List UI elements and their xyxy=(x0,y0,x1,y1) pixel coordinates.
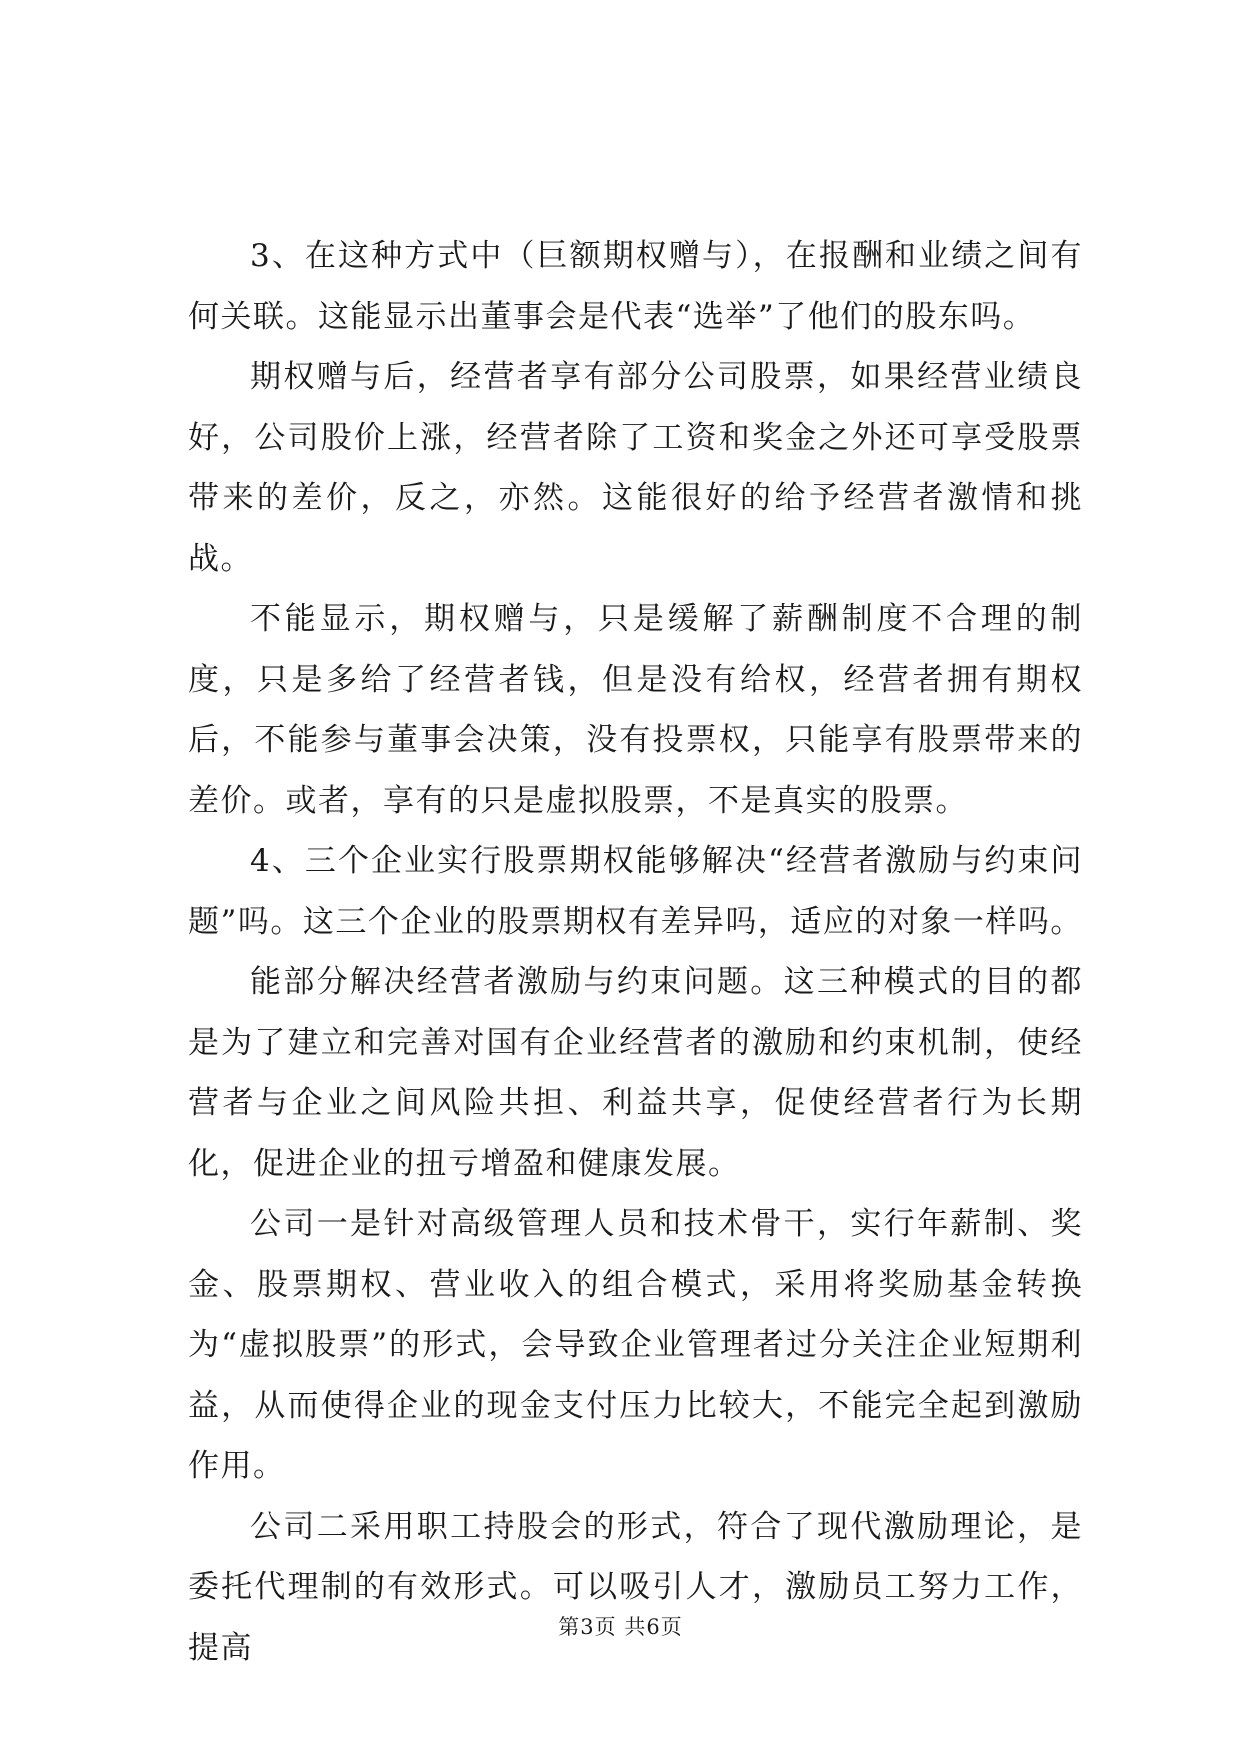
paragraph-question-4: 4、三个企业实行股票期权能够解决“经营者激励与约束问题”吗。这三个企业的股票期权有差异吗，适应的对象一样吗。 xyxy=(188,843,1083,940)
paragraph-company-two: 公司二采用职工持股会的形式，符合了现代激励理论，是委托代理制的有效形式。可以吸引人才，激励员工努力工作，提高 xyxy=(188,1508,1083,1666)
page-number-footer: 第3页 共6页 xyxy=(558,1615,683,1639)
paragraph-question-3: 3、在这种方式中（巨额期权赠与），在报酬和业绩之间有何关联。这能显示出董事会是代表“选举”了他们的股东吗。 xyxy=(188,238,1083,335)
paragraph-answer-3a: 期权赠与后，经营者享有部分公司股票，如果经营业绩良好，公司股价上涨，经营者除了工资和奖金之外还可享受股票带来的差价，反之，亦然。这能很好的给予经营者激情和挑战。 xyxy=(188,359,1083,577)
paragraph-answer-4a: 能部分解决经营者激励与约束问题。这三种模式的目的都是为了建立和完善对国有企业经营者的激励和约束机制，使经营者与企业之间风险共担、利益共享，促使经营者行为长期化，促进企业的扭亏增盈和健康发展。 xyxy=(188,964,1083,1182)
paragraph-company-one: 公司一是针对高级管理人员和技术骨干，实行年薪制、奖金、股票期权、营业收入的组合模式，采用将奖励基金转换为“虚拟股票”的形式，会导致企业管理者过分关注企业短期利益，从而使得企业的现金支付压力比较大，不能完全起到激励作用。 xyxy=(188,1206,1083,1484)
paragraph-answer-3b: 不能显示，期权赠与，只是缓解了薪酬制度不合理的制度，只是多给了经营者钱，但是没有给权，经营者拥有期权后，不能参与董事会决策，没有投票权，只能享有股票带来的差价。或者，享有的只是虚拟股票，不是真实的股票。 xyxy=(188,601,1083,819)
document-body xyxy=(188,226,1083,1678)
